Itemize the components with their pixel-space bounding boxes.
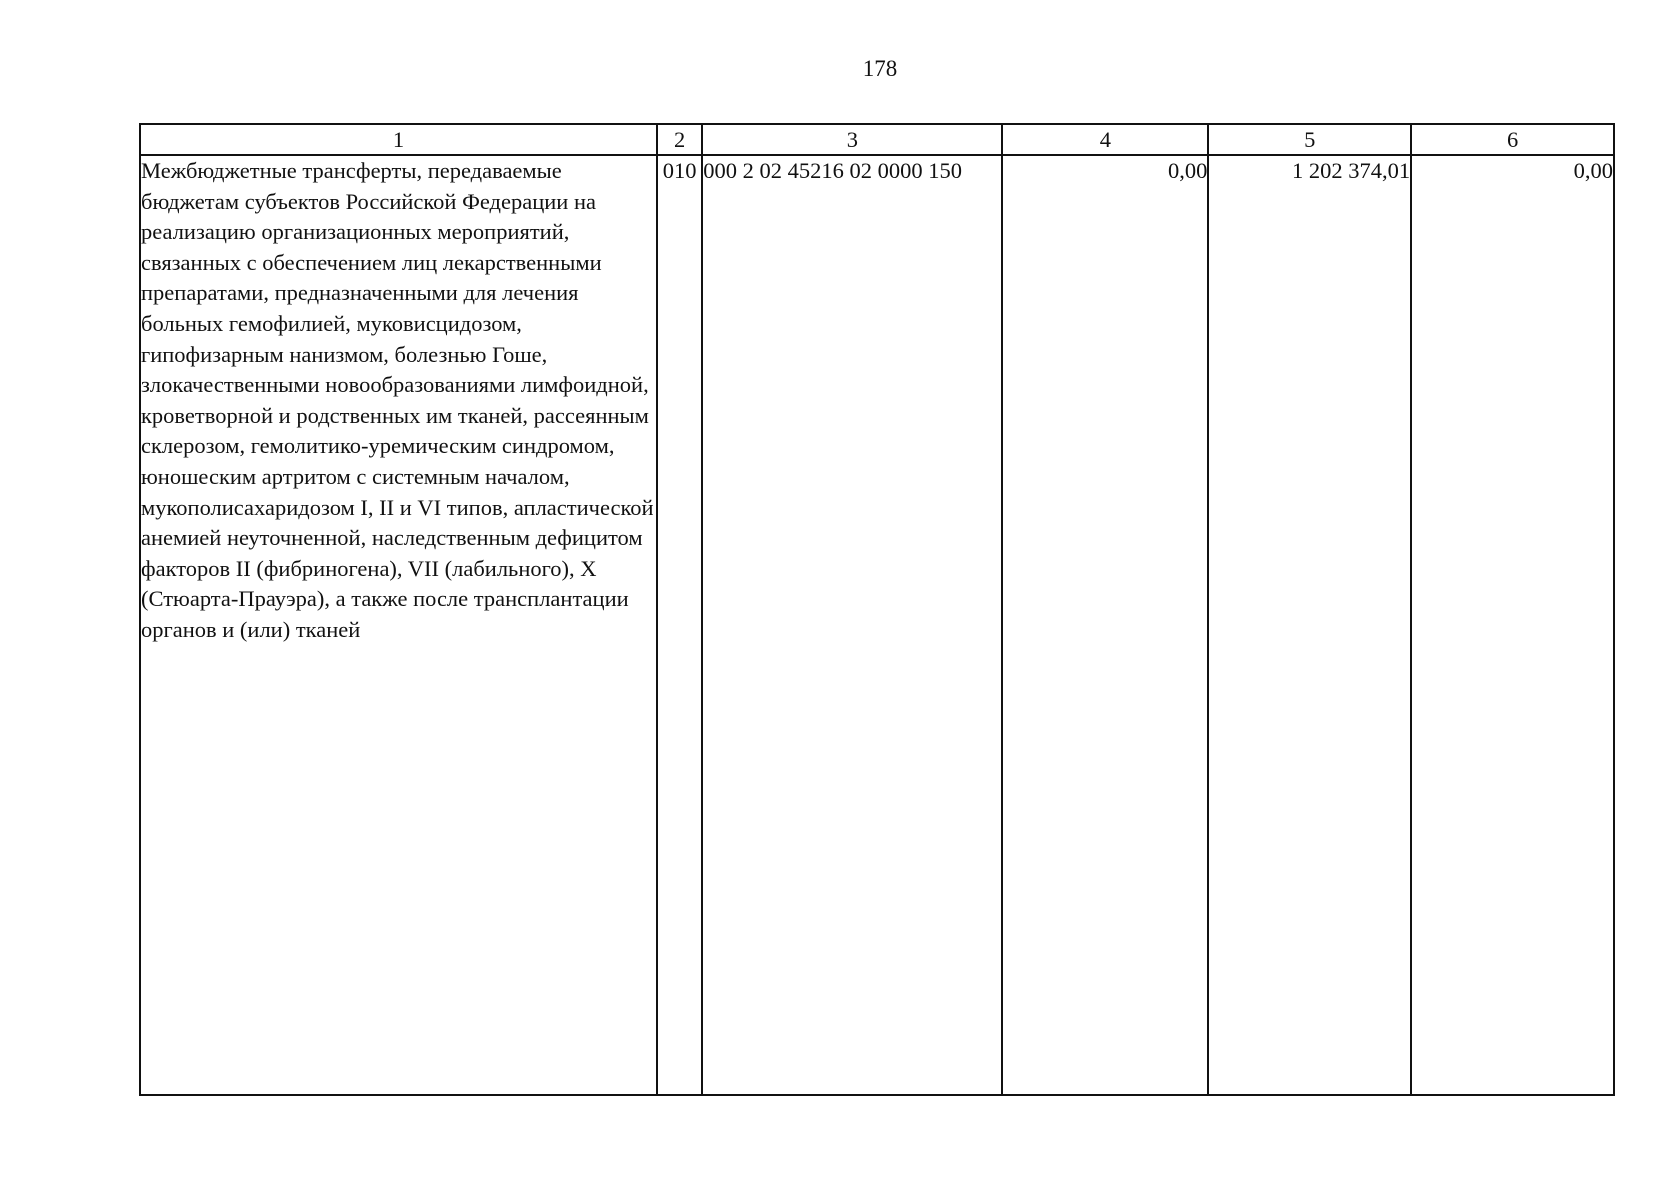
column-header: 6 [1411, 124, 1614, 155]
row-description: Межбюджетные трансферты, передаваемые бюджетам субъектов Российской Федерации на реализацию организационных мероприятий, связанных с обеспечением лиц лекарственными препаратами, предназначенными для лечения больных гемофилией, муковисцидозом, гипофизарным нанизмом, болезнью Гоше, злокачественными новообразованиями лимфоидной, кроветворной и родственных им тканей, рассеянным склерозом, гемолитико-уремическим синдромом, юношеским артритом с системным началом, мукополисахаридозом I, II и VI типов, апластической анемией неуточненной, наследственным дефицитом факторов II (фибриногена), VII (лабильного), X (Стюарта-Прауэра), а также после трансплантации органов и (или) тканей [140, 155, 657, 1095]
column-header: 5 [1208, 124, 1411, 155]
row-admin-code: 010 [657, 155, 702, 1095]
column-header: 2 [657, 124, 702, 155]
table-row [140, 155, 1614, 1095]
table-header-row [140, 124, 1614, 155]
column-header: 3 [702, 124, 1002, 155]
row-value-column-5: 1 202 374,01 [1208, 155, 1411, 1095]
page-number: 178 [862, 56, 898, 81]
budget-table [139, 123, 1615, 1096]
row-value-column-6: 0,00 [1411, 155, 1614, 1095]
column-header: 4 [1002, 124, 1208, 155]
row-value-column-4: 0,00 [1002, 155, 1208, 1095]
column-header: 1 [140, 124, 657, 155]
row-budget-code: 000 2 02 45216 02 0000 150 [702, 155, 1002, 1095]
